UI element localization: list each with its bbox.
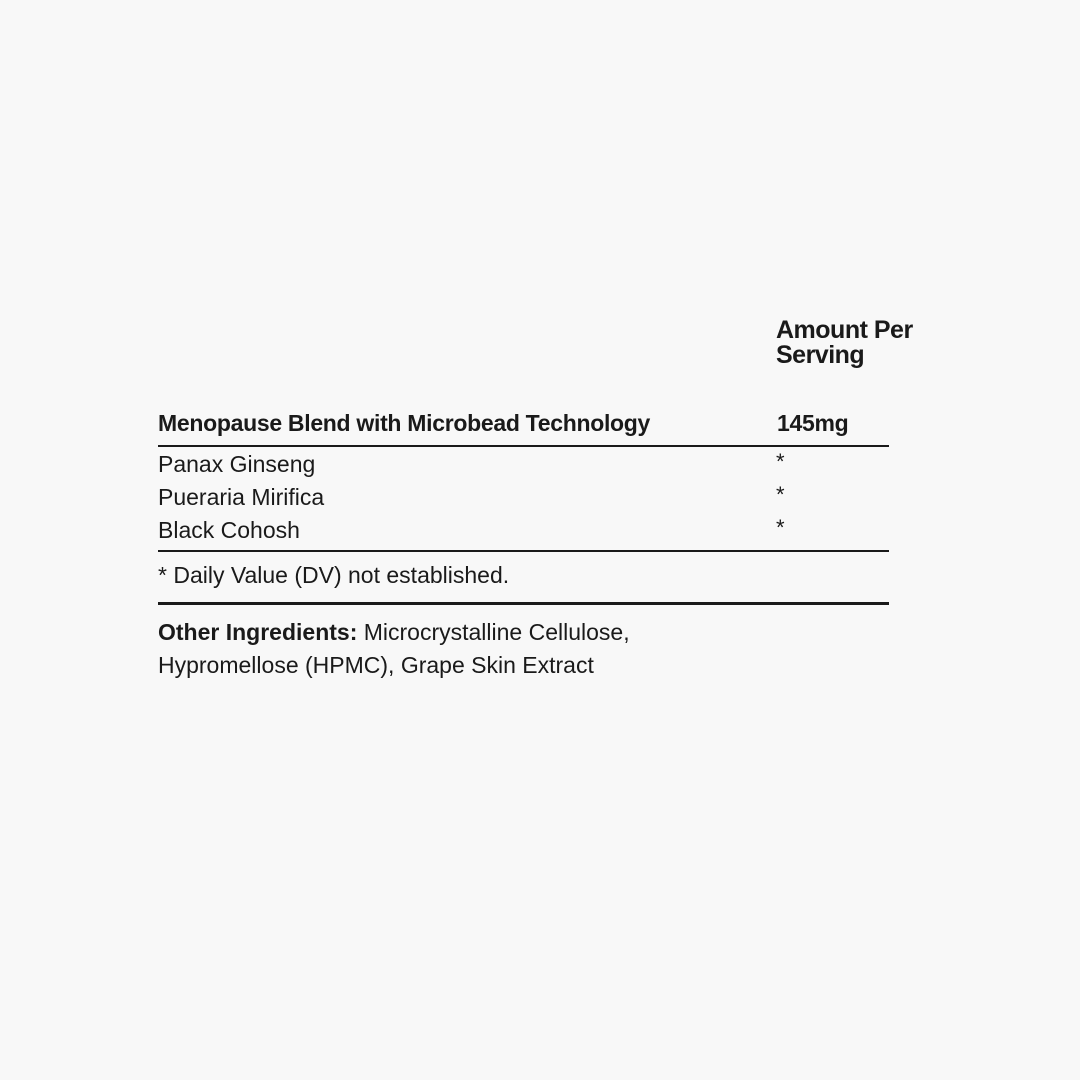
amount-header-line2: Serving [776, 341, 865, 369]
blend-name: Menopause Blend with Microbead Technology [158, 410, 651, 436]
blend-amount: 145mg [777, 410, 849, 436]
other-ingredients-text: Microcrystalline Cellulose, Hypromellose (HPMC), Grape Skin Extract [158, 619, 630, 678]
ingredient-name: Black Cohosh [158, 517, 300, 543]
ingredient-name: Pueraria Mirifica [158, 484, 325, 510]
amount-per-serving-header [776, 318, 913, 368]
ingredient-dv: * [776, 482, 785, 507]
ingredient-name: Panax Ginseng [158, 451, 316, 477]
blend-row [158, 410, 888, 440]
ingredient-dv: * [776, 515, 785, 540]
amount-header-line1: Amount Per [776, 316, 913, 344]
ingredient-row [158, 449, 889, 482]
other-ingredients [158, 616, 718, 682]
ingredient-dv: * [776, 449, 785, 474]
divider-under-ingredients [158, 550, 889, 552]
divider-thick [158, 602, 889, 605]
ingredient-list [158, 449, 889, 548]
ingredient-row [158, 482, 889, 515]
ingredient-row [158, 515, 889, 548]
other-ingredients-label: Other Ingredients: [158, 619, 358, 645]
dv-footnote: * Daily Value (DV) not established. [158, 562, 510, 588]
